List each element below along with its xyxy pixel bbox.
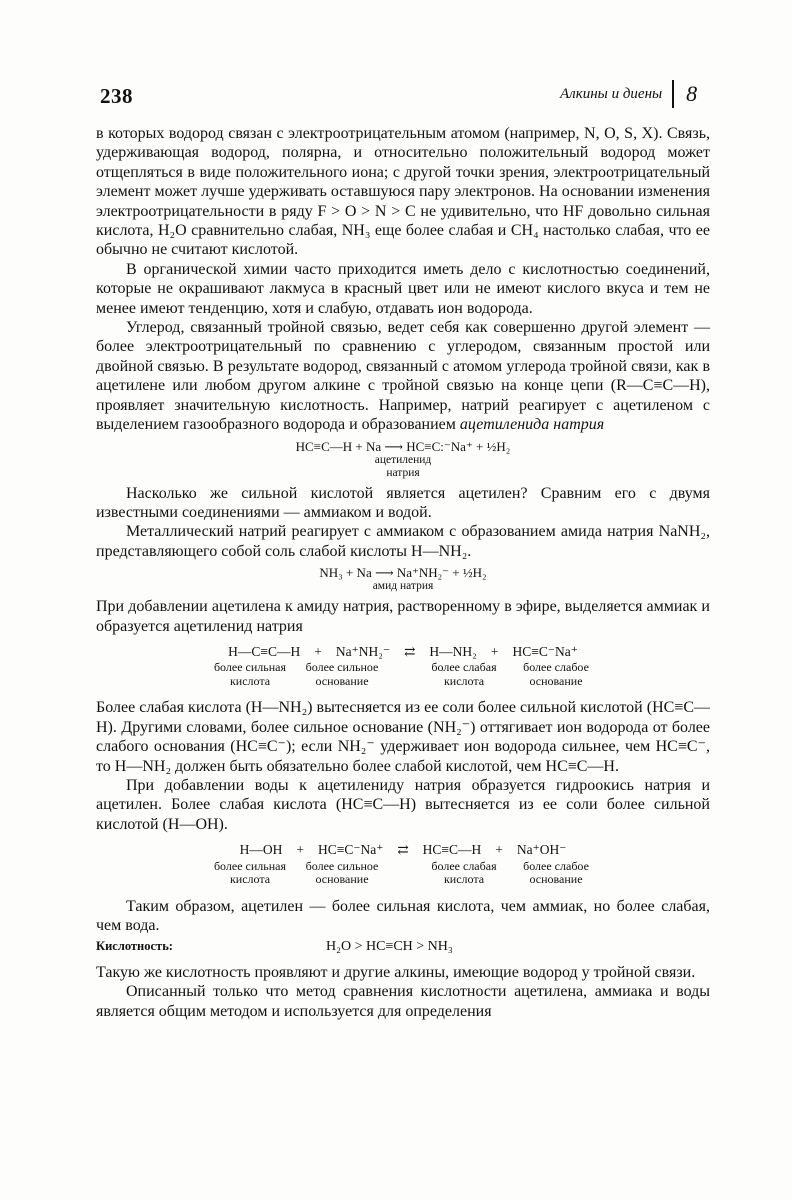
acidity-formula: H₂O > HC≡CH > NH₃ [326,939,453,955]
paragraph-text: Углерод, связанный тройной связью, ведет себя как совершенно другой элемент — более электроотрицательный по сравнению с углеродом, связанным простой или двойной связью. В результате водород, связанный с атомом углерода тройной связи, как в ацетилене или любом другом алкине с тройной связью на конце цепи (R—C≡C—H), проявляет значительную кислотность. Например, натрий реагирует с ацетиленом с выделением газообразного водорода и образованием [96,319,710,434]
label: более сильное [305,660,379,675]
formula-term: + [490,643,499,659]
chapter-title: Алкины и диены [560,85,663,102]
equation-formula: NH₃ + Na ⟶ Na⁺NH₂⁻ + ½H₂ [319,565,487,581]
formula-term: HC≡C—H [422,842,482,858]
label: кислота [229,673,271,688]
label: более слабая [431,660,497,675]
paragraph: Более слабая кислота (H—NH₂) вытесняется из ее соли более сильной кислотой (HC≡C—H). Другими словами, более сильное основание (NH₂⁻) оттягивает ион водорода от более слабого основания (HC≡C⁻); если NH₂⁻ удерживает ион водорода сильнее, чем HC≡C⁻, то H—NH₂ должен быть обязательно более слабой кислотой, чем HC≡C—H. [96,699,710,775]
equation-caption: амид натрия [372,580,434,593]
equation-formula: HC≡C—H + Na ⟶ HC≡C:⁻Na⁺ + ½H₂ [295,438,511,454]
acidity-row [96,937,710,956]
header-divider [672,80,674,108]
formula-term: HC≡C⁻Na⁺ [317,842,384,858]
label: более слабое [523,660,589,675]
formula-term: Na⁺OH⁻ [516,842,567,858]
equation-labels [96,873,710,887]
formula-term: + [314,643,322,659]
paragraph: Насколько же сильной кислотой является ацетилен? Сравним его с двумя известными соединениями — аммиаком и водой. [96,484,710,521]
paragraph [96,318,710,434]
label: основание [529,673,583,688]
equilibrium-arrow: ⇄ [404,643,416,659]
formula-term: HC≡C⁻Na⁺ [512,643,578,659]
label: кислота [443,872,485,887]
label: основание [529,872,583,887]
equilibrium-arrow: ⇄ [397,842,409,858]
equation-labels [96,860,710,874]
equation-2 [96,565,710,593]
page-number: 238 [100,84,133,108]
paragraph: Металлический натрий реагирует с аммиаком с образованием амида натрия NaNH₂, представляющего собой соль слабой кислоты H—NH₂. [96,523,710,560]
equation-3 [96,642,710,688]
paragraph: При добавлении ацетилена к амиду натрия, растворенному в эфире, выделяется аммиак и образуется ацетиленид натрия [96,598,710,635]
paragraph: При добавлении воды к ацетилениду натрия образуется гидроокись натрия и ацетилен. Более слабая кислота (HC≡C—H) вытесняется из ее соли более сильной кислотой (H—OH). [96,776,710,833]
paragraph: Таким образом, ацетилен — более сильная кислота, чем аммиак, но более слабая, чем вода. [96,897,710,934]
label: более слабое [523,858,589,873]
equation-formula [96,840,710,859]
paragraph: В органической химии часто приходится иметь дело с кислотностью соединений, которые не окрашивают лакмуса в красный цвет или не имеют кислого вкуса и тем не менее имеют тенденцию, хотя и слабую, отдавать ион водорода. [96,260,710,317]
label: более слабая [431,858,497,873]
paragraph: в которых водород связан с электроотрицательным атомом (например, N, O, S, X). Связь, удерживающая водород, полярна, и относительно положительный водород может отщепляться в виде положительного иона; с другой точки зрения, электроотрицательный элемент может лучше удерживать оставшуюся пару электронов. На основании изменения электроотрицательности в ряду F > O > N > C не удивительно, что HF довольно сильная кислота, H₂O сравнительно слабая, NH₃ еще более слабая и CH₄ настолько слабая, что ее обычно не считают кислотой. [96,125,710,259]
label: кислота [443,673,485,688]
label: более сильная [213,660,287,675]
equation-1 [96,439,710,480]
formula-term: H—NH₂ [429,643,477,659]
label: основание [315,673,369,688]
formula-term: H—OH [239,842,283,858]
paragraph: Описанный только что метод сравнения кислотности ацетилена, аммиака и воды является общим методом и используется для определения [96,983,710,1020]
label: более сильная [213,858,287,873]
term-italic: ацетиленида натрия [459,416,605,434]
equation-labels [96,661,710,675]
formula-term: Na⁺NH₂⁻ [335,643,391,659]
acidity-label: Кислотность: [96,939,173,954]
equation-formula [96,642,710,661]
equation-caption: натрия [386,466,420,479]
running-head [560,80,697,108]
chapter-number: 8 [686,81,698,106]
equation-labels [96,675,710,689]
formula-term: + [495,842,503,858]
formula-term: H—C≡C—H [228,643,301,659]
body-text [96,124,710,1021]
equation-caption: ацетиленид [374,453,432,466]
label: основание [315,872,369,887]
formula-term: + [296,842,304,858]
label: кислота [229,872,271,887]
paragraph: Такую же кислотность проявляют и другие алкины, имеющие водород у тройной связи. [96,963,696,981]
equation-4 [96,840,710,886]
label: более сильное [305,858,379,873]
